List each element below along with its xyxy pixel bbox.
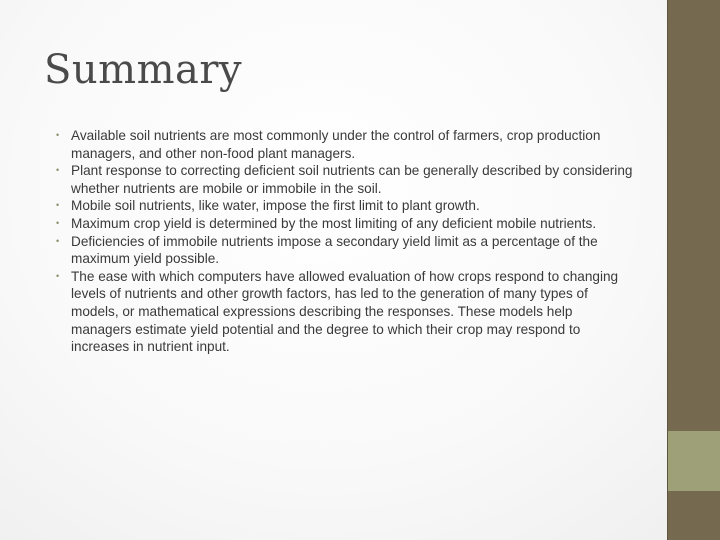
bullet-text: Mobile soil nutrients, like water, impose the first limit to plant growth. [71,198,480,214]
bullet-dot-icon: • [56,200,60,211]
bullet-dot-icon: • [56,165,60,176]
bullet-dot-icon: • [56,217,60,228]
bullet-dot-icon: • [56,270,60,281]
bullet-item [54,233,634,268]
bullet-text: Plant response to correcting deficient soil nutrients can be generally described by considering whether nutrients are mobile or immobile in the soil. [71,163,633,196]
bullet-item [54,127,634,162]
bullet-item [54,197,634,215]
bullet-item [54,215,634,233]
bullet-item [54,162,634,197]
bullet-dot-icon: • [56,130,60,140]
bullet-dot-icon: • [56,235,60,246]
bullet-text: Deficiencies of immobile nutrients impose a secondary yield limit as a percentage of the maximum yield possible. [71,233,598,267]
bullet-item [54,268,634,356]
side-bar-edge [667,0,668,540]
bullet-text: Maximum crop yield is determined by the most limiting of any deficient mobile nutrients. [71,215,597,231]
bullet-text: Available soil nutrients are most commonly under the control of farmers, crop production managers, and other non-food plant managers. [71,128,601,161]
slide-title: Summary [44,47,243,93]
bullet-text: The ease with which computers have allowed evaluation of how crops respond to changing levels of nutrients and other growth factors, has led to the generation of many types of models, or mathematical expressions describing the responses. These models help managers estimate yield potential and the degree to which their crop may respond to increases in nutrient input. [71,268,619,355]
side-accent-block [667,431,720,491]
bullet-list [54,127,634,356]
